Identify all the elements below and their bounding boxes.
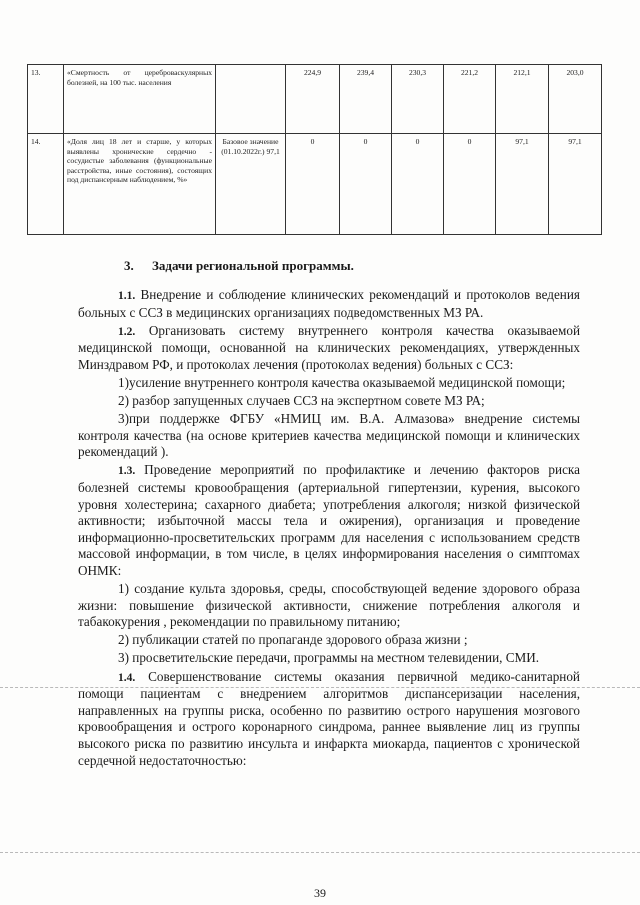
- year-value: 97,1: [549, 134, 602, 235]
- section-heading: [124, 258, 354, 274]
- indicators-table: [27, 64, 602, 235]
- year-value: 97,1: [496, 134, 549, 235]
- list-item: 2) публикации статей по пропаганде здорового образа жизни ;: [118, 632, 468, 648]
- scan-artifact-line: [0, 687, 640, 689]
- row-number: 13.: [28, 65, 64, 134]
- clause-1-4: [78, 669, 580, 770]
- clause-1-3: [78, 462, 580, 579]
- clause-text: Проведение мероприятий по профилактике и лечению факторов риска болезней системы кровообращения (артериальной гипертензии, курения, высокого уровня холестерина; сахарного диабета; употребления алкоголя; низкой физической активности; избыточной массы тела и ожирения), организация и проведение информационно-просветительских программ для населения с использованием средств массовой информации, в том числе, в целях информирования населения о симптомах ОНМК:: [78, 462, 580, 578]
- list-item: 1)усиление внутреннего контроля качества оказываемой медицинской помощи;: [118, 374, 566, 390]
- year-value: 0: [286, 134, 340, 235]
- clause-text: Организовать систему внутреннего контроля качества оказываемой медицинской помощи, основанной на клинических рекомендациях, утвержденных Минздравом РФ, и протоколах лечения (протоколах ведения) больных с ССЗ:: [78, 322, 580, 372]
- year-value: 221,2: [444, 65, 496, 134]
- clause-number: 1.2.: [118, 325, 136, 338]
- clause-1-1: [78, 287, 580, 321]
- section-number: 3.: [124, 258, 134, 273]
- year-value: 212,1: [496, 65, 549, 134]
- indicator-name: «Доля лиц 18 лет и старше, у которых выявлены хронические сердечно - сосудистые заболевания (функциональные расстройства, иные состояния), состоящих под диспансерным наблюдением, %»: [64, 134, 216, 235]
- row-number: 14.: [28, 134, 64, 235]
- year-value: 230,3: [392, 65, 444, 134]
- year-value: 224,9: [286, 65, 340, 134]
- clause-number: 1.1.: [118, 290, 136, 302]
- base-value: Базовое значение (01.10.2022г.) 97,1: [216, 134, 286, 235]
- year-value: 203,0: [549, 65, 602, 134]
- section-body: [78, 287, 580, 771]
- year-value: 0: [392, 134, 444, 235]
- clause-text: Совершенствование системы оказания первичной медико-санитарной помощи пациентам с внедрением алгоритмов диспансеризации населения, направленных на группы риска, особенно по развитию острого нарушения мозгового кровообращения и острого коронарного синдрома, раннее выявление лиц из группы высокого риска по развитию инсульта и инфаркта миокарда, пациентов с хронической сердечной недостаточностью:: [78, 668, 580, 768]
- year-value: 0: [340, 134, 392, 235]
- table-row: [28, 65, 602, 134]
- list-item: 3)при поддержке ФГБУ «НМИЦ им. В.А. Алмазова» внедрение системы контроля качества (на основе критериев качества медицинской помощи и клинических рекомендаций ).: [78, 411, 580, 460]
- list-item: 3) просветительские передачи, программы на местном телевидении, СМИ.: [118, 650, 540, 666]
- indicator-name: «Смертность от цереброваскулярных болезней, на 100 тыс. населения: [64, 65, 216, 134]
- scan-artifact-line: [0, 852, 640, 854]
- table-row: [28, 134, 602, 235]
- clause-text: Внедрение и соблюдение клинических рекомендаций и протоколов ведения больных с ССЗ в медицинских организациях подведомственных МЗ РА.: [78, 287, 580, 320]
- clause-number: 1.3.: [118, 465, 136, 478]
- list-item: 2) разбор запущенных случаев ССЗ на экспертном совете МЗ РА;: [118, 393, 485, 409]
- clause-number: 1.4.: [118, 671, 136, 684]
- page-number: 39: [314, 886, 326, 900]
- year-value: 239,4: [340, 65, 392, 134]
- clause-1-2: [78, 323, 580, 374]
- base-value: [216, 65, 286, 134]
- section-title: Задачи региональной программы.: [152, 258, 354, 273]
- year-value: 0: [444, 134, 496, 235]
- list-item: 1) создание культа здоровья, среды, способствующей ведение здорового образа жизни: повышение физической активности, снижение потребления алкоголя и табакокурения , рекомендации по правильному питанию;: [78, 581, 580, 630]
